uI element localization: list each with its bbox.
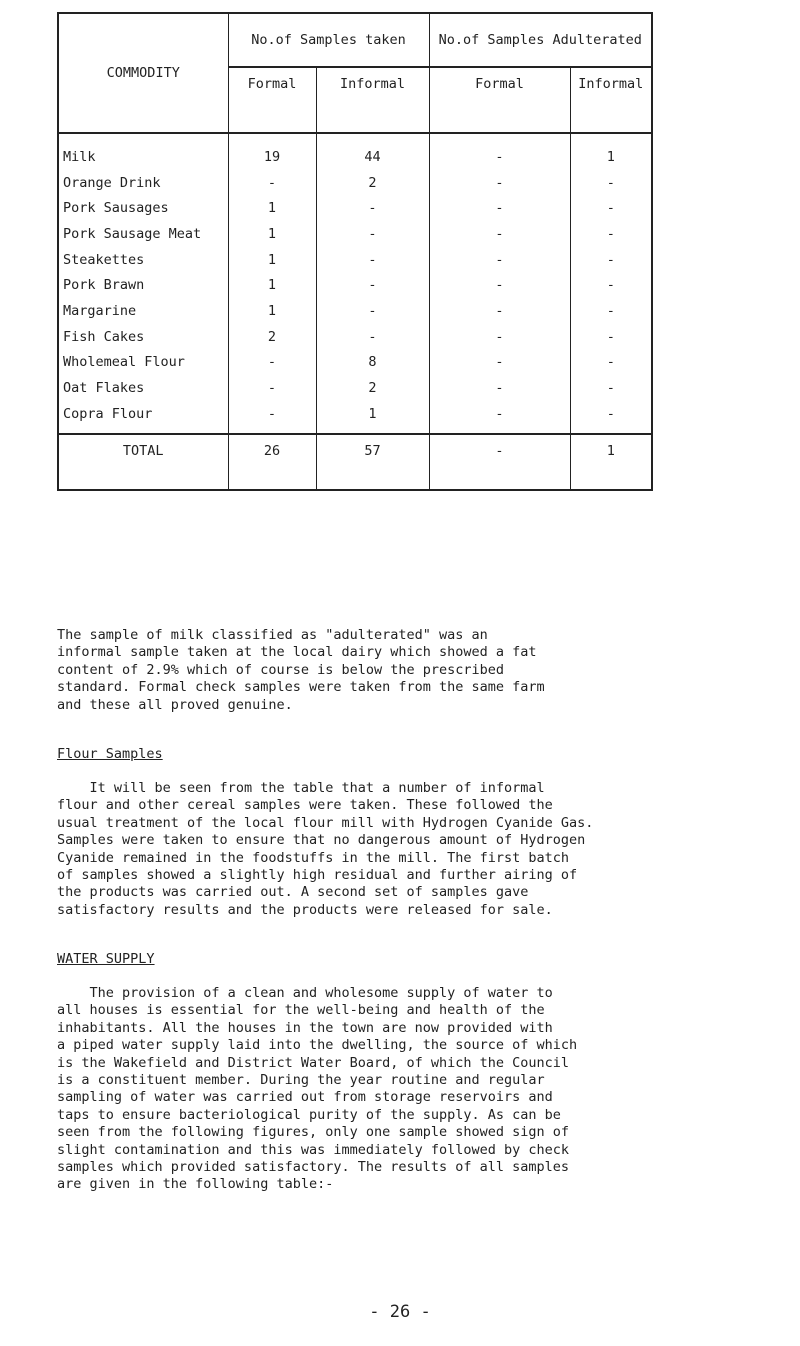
table-row <box>58 195 652 221</box>
total-label: TOTAL <box>58 434 228 490</box>
water-paragraph: The provision of a clean and wholesome supply of water to all houses is essential for the well-being and health of the inhabitants. All the houses in the town are now provided with a piped water supply laid into the dwelling, the source of which is the Wakefield and District Water Board, of which the Council is a constituent member. During the year routine and regular sampling of water was carried out from storage reservoirs and taps to ensure bacteriological purity of the supply. As can be seen from the following figures, only one sample showed sign of slight contamination and this was immediately followed by check samples which provided satisfactory. The results of all samples are given in the following table:- <box>57 985 578 1193</box>
adulterated-informal-cell: - <box>570 401 652 427</box>
adulterated-informal-header: Informal <box>570 67 652 133</box>
commodity-cell: Margarine <box>58 298 228 324</box>
total-row <box>58 434 652 490</box>
taken-informal-cell: - <box>316 221 429 247</box>
table-row <box>58 401 652 427</box>
taken-informal-cell: 2 <box>316 375 429 401</box>
taken-informal-cell: - <box>316 324 429 350</box>
taken-formal-cell: 1 <box>228 298 316 324</box>
flour-samples-heading: Flour Samples <box>57 746 163 762</box>
taken-informal-cell: - <box>316 272 429 298</box>
adulterated-formal-cell: - <box>429 350 570 376</box>
adulterated-informal-cell: - <box>570 324 652 350</box>
taken-formal-header: Formal <box>228 67 316 133</box>
table-row <box>58 298 652 324</box>
commodity-cell: Fish Cakes <box>58 324 228 350</box>
adulterated-informal-cell: - <box>570 375 652 401</box>
samples-table <box>57 12 653 491</box>
adulterated-formal-cell: - <box>429 195 570 221</box>
adulterated-informal-cell: - <box>570 195 652 221</box>
commodity-cell: Milk <box>58 144 228 170</box>
taken-formal-cell: 1 <box>228 247 316 273</box>
table-row <box>58 272 652 298</box>
table-row <box>58 324 652 350</box>
adulterated-formal-cell: - <box>429 324 570 350</box>
total-adulterated-formal: - <box>429 434 570 490</box>
adulterated-informal-cell: - <box>570 298 652 324</box>
taken-formal-cell: 1 <box>228 272 316 298</box>
adulterated-formal-cell: - <box>429 298 570 324</box>
adulterated-formal-header: Formal <box>429 67 570 133</box>
table-row <box>58 350 652 376</box>
adulterated-formal-cell: - <box>429 170 570 196</box>
adulterated-informal-cell: - <box>570 170 652 196</box>
taken-formal-cell: - <box>228 170 316 196</box>
taken-informal-cell: - <box>316 247 429 273</box>
table-row <box>58 375 652 401</box>
table-row <box>58 221 652 247</box>
taken-formal-cell: 1 <box>228 221 316 247</box>
adulterated-formal-cell: - <box>429 144 570 170</box>
taken-informal-header: Informal <box>316 67 429 133</box>
adulterated-informal-cell: - <box>570 221 652 247</box>
taken-formal-cell: - <box>228 375 316 401</box>
milk-paragraph: The sample of milk classified as "adulterated" was an informal sample taken at the local dairy which showed a fat content of 2.9% which of course is below the prescribed standard. Formal check samples were taken from the same farm and these all proved genuine. <box>57 627 545 713</box>
table-row <box>58 170 652 196</box>
taken-informal-cell: - <box>316 298 429 324</box>
adulterated-informal-cell: - <box>570 272 652 298</box>
commodity-cell: Orange Drink <box>58 170 228 196</box>
adulterated-formal-cell: - <box>429 272 570 298</box>
total-taken-informal: 57 <box>316 434 429 490</box>
total-adulterated-informal: 1 <box>570 434 652 490</box>
taken-informal-cell: - <box>316 195 429 221</box>
adulterated-formal-cell: - <box>429 401 570 427</box>
flour-paragraph: It will be seen from the table that a number of informal flour and other cereal samples were taken. These followed the usual treatment of the local flour mill with Hydrogen Cyanide Gas. Samples were taken to ensure that no dangerous amount of Hydrogen Cyanide remained in the foodstuffs in the mill. The first batch of samples showed a slightly high residual and further airing of the products was carried out. A second set of samples gave satisfactory results and the products were released for sale. <box>57 780 594 918</box>
adulterated-formal-cell: - <box>429 221 570 247</box>
samples-taken-header: No.of Samples taken <box>228 13 429 67</box>
commodity-cell: Oat Flakes <box>58 375 228 401</box>
commodity-cell: Steakettes <box>58 247 228 273</box>
taken-informal-cell: 1 <box>316 401 429 427</box>
adulterated-informal-cell: - <box>570 350 652 376</box>
taken-formal-cell: 1 <box>228 195 316 221</box>
total-taken-formal: 26 <box>228 434 316 490</box>
taken-formal-cell: 2 <box>228 324 316 350</box>
commodity-cell: Pork Sausage Meat <box>58 221 228 247</box>
table-row <box>58 144 652 170</box>
taken-informal-cell: 8 <box>316 350 429 376</box>
samples-adulterated-header: No.of Samples Adulterated <box>429 13 652 67</box>
commodity-cell: Wholemeal Flour <box>58 350 228 376</box>
adulterated-informal-cell: 1 <box>570 144 652 170</box>
adulterated-informal-cell: - <box>570 247 652 273</box>
taken-informal-cell: 2 <box>316 170 429 196</box>
commodity-cell: Copra Flour <box>58 401 228 427</box>
table-row <box>58 247 652 273</box>
taken-formal-cell: 19 <box>228 144 316 170</box>
taken-formal-cell: - <box>228 401 316 427</box>
page-number: - 26 - <box>369 1302 431 1322</box>
commodity-cell: Pork Brawn <box>58 272 228 298</box>
taken-informal-cell: 44 <box>316 144 429 170</box>
adulterated-formal-cell: - <box>429 247 570 273</box>
commodity-cell: Pork Sausages <box>58 195 228 221</box>
water-supply-heading: WATER SUPPLY <box>57 951 155 967</box>
adulterated-formal-cell: - <box>429 375 570 401</box>
taken-formal-cell: - <box>228 350 316 376</box>
commodity-header: COMMODITY <box>58 13 228 133</box>
